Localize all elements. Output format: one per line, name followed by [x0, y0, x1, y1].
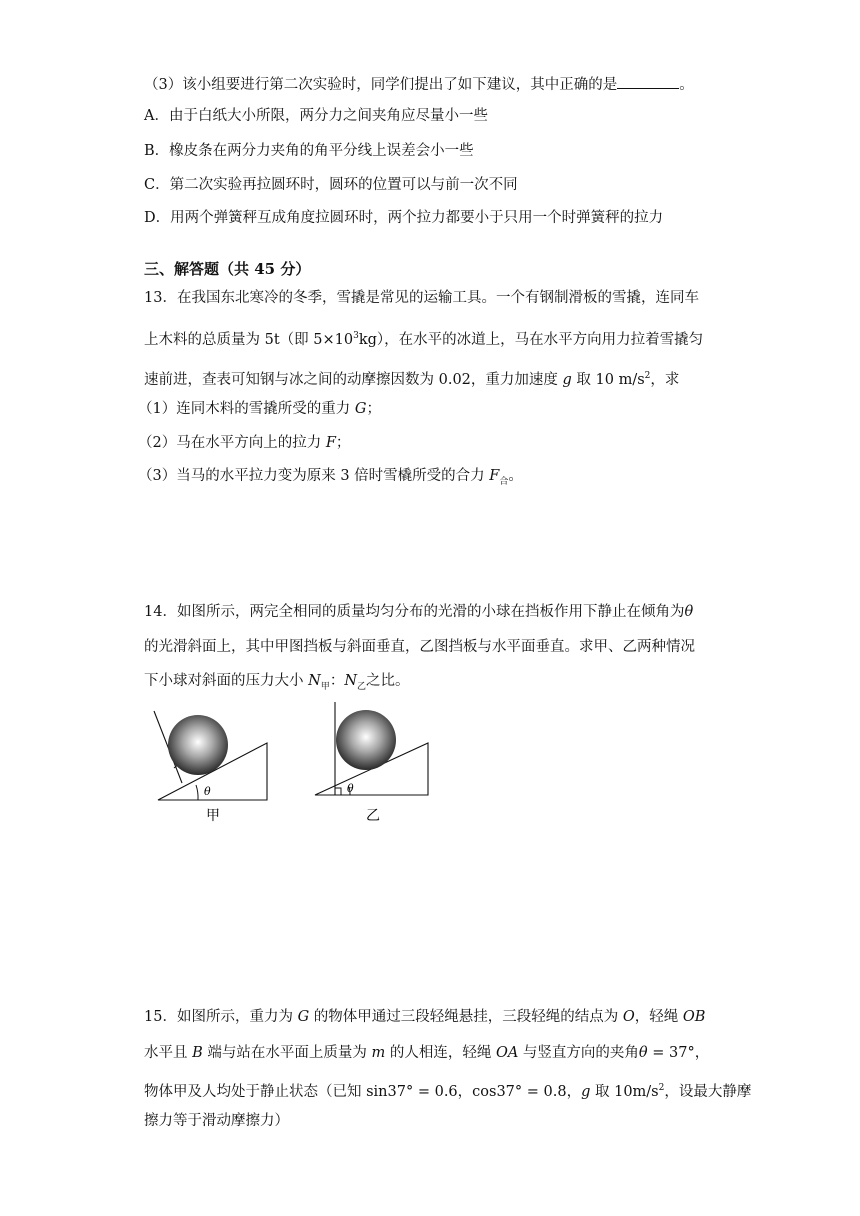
theta-label: θ: [204, 785, 211, 798]
ball: [336, 710, 396, 770]
q14-line3: 下小球对斜面的压力大小 $N_甲$：$N_乙$之比。: [144, 673, 410, 692]
option-a: A．由于白纸大小所限，两分力之间夹角应尽量小一些: [144, 108, 488, 124]
right-angle-mark: [335, 788, 341, 795]
q12-3-stem: （3）该小组要进行第二次实验时，同学们提出了如下建议，其中正确的是 。: [144, 74, 694, 95]
angle-arc: [196, 785, 198, 800]
theta-label: θ: [347, 782, 354, 795]
figure-jia: [140, 705, 280, 830]
option-c: C．第二次实验再拉圆环时，圆环的位置可以与前一次不同: [144, 177, 518, 193]
q15-line1: 15．如图所示，重力为 G 的物体甲通过三段轻绳悬挂，三段轻绳的结点为 O，轻绳 OB: [144, 1009, 706, 1025]
section-title: 三、解答题（共 45 分）: [144, 260, 311, 278]
q15-line3: 物体甲及人均处于静止状态（已知 sin37° = 0.6，cos37° = 0.8，g 取 $10m/s^2$，设最大静摩: [144, 1083, 752, 1100]
option-b: B．橡皮条在两分力夹角的角平分线上误差会小一些: [144, 143, 474, 159]
option-d: D．用两个弹簧秤互成角度拉圆环时，两个拉力都要小于只用一个时弹簧秤的拉力: [144, 210, 664, 226]
answer-blank[interactable]: [617, 74, 679, 89]
q13-sub2: （2）马在水平方向上的拉力 F；: [138, 435, 351, 451]
q15-line4: 擦力等于滑动摩擦力）: [144, 1113, 289, 1129]
figure-yi-label: 乙: [366, 808, 380, 824]
q15-line2: 水平且 B 端与站在水平面上质量为 m 的人相连，轻绳 OA 与竖直方向的夹角θ = 37°，: [144, 1045, 710, 1061]
q14-line1: 14．如图所示，两完全相同的质量均匀分布的光滑的小球在挡板作用下静止在倾角为θ: [144, 604, 694, 620]
q13-sub3: （3）当马的水平拉力变为原来 3 倍时雪橇所受的合力 $F_合$。: [138, 468, 523, 487]
figure-yi: [310, 700, 440, 830]
figure-jia-label: 甲: [206, 808, 220, 824]
q13-line3: 速前进，查表可知钢与冰之间的动摩擦因数为 0.02，重力加速度 g 取 10 $m/s^2$，求: [144, 371, 680, 388]
q13-line2: 上木料的总质量为 5t（即 $5\times 10^3kg$），在水平的冰道上，马在水平方向用力拉着雪撬匀: [144, 331, 704, 348]
q14-line2: 的光滑斜面上，其中甲图挡板与斜面垂直，乙图挡板与水平面垂直。求甲、乙两种情况: [144, 639, 695, 655]
q13-sub1: （1）连同木料的雪撬所受的重力 G；: [138, 401, 381, 417]
q13-line1: 13．在我国东北寒冷的冬季，雪撬是常见的运输工具。一个有钢制滑板的雪撬，连同车: [144, 290, 699, 306]
ball: [168, 715, 228, 775]
